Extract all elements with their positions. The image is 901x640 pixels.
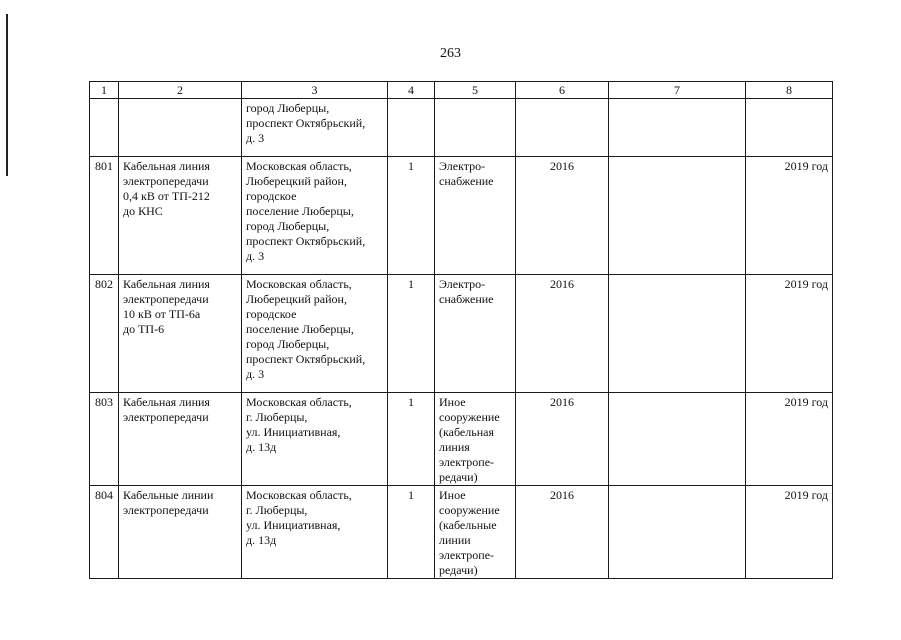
object-name: Кабельная линия электропередачи — [119, 393, 242, 486]
object-deadline: 2019 год — [746, 486, 833, 579]
header-cell-6: 6 — [516, 82, 609, 99]
table-row — [90, 393, 833, 486]
column-7-cell — [609, 99, 746, 157]
object-address: Московская область, г. Люберцы, ул. Инициативная, д. 13д — [242, 486, 388, 579]
header-cell-4: 4 — [388, 82, 435, 99]
object-deadline: 2019 год — [746, 393, 833, 486]
object-address: Московская область, Люберецкий район, городское поселение Люберцы, город Люберцы, проспект Октябрьский, д. 3 — [242, 157, 388, 275]
table-row — [90, 486, 833, 579]
object-address: Московская область, Люберецкий район, городское поселение Люберцы, город Люберцы, проспект Октябрьский, д. 3 — [242, 275, 388, 393]
register-table — [89, 81, 833, 579]
header-cell-1: 1 — [90, 82, 119, 99]
object-address: Московская область, г. Люберцы, ул. Инициативная, д. 13д — [242, 393, 388, 486]
object-address: город Люберцы, проспект Октябрьский, д. 3 — [242, 99, 388, 157]
object-name: Кабельная линия электропередачи 0,4 кВ от ТП-212 до КНС — [119, 157, 242, 275]
object-purpose: Электро- снабжение — [435, 275, 516, 393]
object-deadline — [746, 99, 833, 157]
header-cell-5: 5 — [435, 82, 516, 99]
object-count: 1 — [388, 275, 435, 393]
object-deadline: 2019 год — [746, 275, 833, 393]
object-year: 2016 — [516, 486, 609, 579]
page-number: 263 — [440, 46, 461, 61]
object-purpose — [435, 99, 516, 157]
object-count: 1 — [388, 393, 435, 486]
column-7-cell — [609, 393, 746, 486]
object-purpose: Иное сооружение (кабельная линия электропе- редачи) — [435, 393, 516, 486]
object-year — [516, 99, 609, 157]
header-cell-8: 8 — [746, 82, 833, 99]
row-number: 802 — [90, 275, 119, 393]
object-name — [119, 99, 242, 157]
row-number — [90, 99, 119, 157]
table-row — [90, 157, 833, 275]
header-row — [90, 82, 833, 99]
object-year: 2016 — [516, 157, 609, 275]
object-deadline: 2019 год — [746, 157, 833, 275]
binding-margin-line — [6, 14, 8, 176]
header-cell-2: 2 — [119, 82, 242, 99]
object-count — [388, 99, 435, 157]
column-7-cell — [609, 486, 746, 579]
object-name: Кабельная линия электропередачи 10 кВ от ТП-6а до ТП-6 — [119, 275, 242, 393]
row-number: 804 — [90, 486, 119, 579]
object-purpose: Электро- снабжение — [435, 157, 516, 275]
row-number: 801 — [90, 157, 119, 275]
object-purpose: Иное сооружение (кабельные линии электропе- редачи) — [435, 486, 516, 579]
table-row — [90, 99, 833, 157]
object-count: 1 — [388, 157, 435, 275]
row-number: 803 — [90, 393, 119, 486]
column-7-cell — [609, 157, 746, 275]
header-cell-3: 3 — [242, 82, 388, 99]
header-cell-7: 7 — [609, 82, 746, 99]
object-year: 2016 — [516, 275, 609, 393]
object-name: Кабельные линии электропередачи — [119, 486, 242, 579]
column-7-cell — [609, 275, 746, 393]
table-row — [90, 275, 833, 393]
object-year: 2016 — [516, 393, 609, 486]
object-count: 1 — [388, 486, 435, 579]
